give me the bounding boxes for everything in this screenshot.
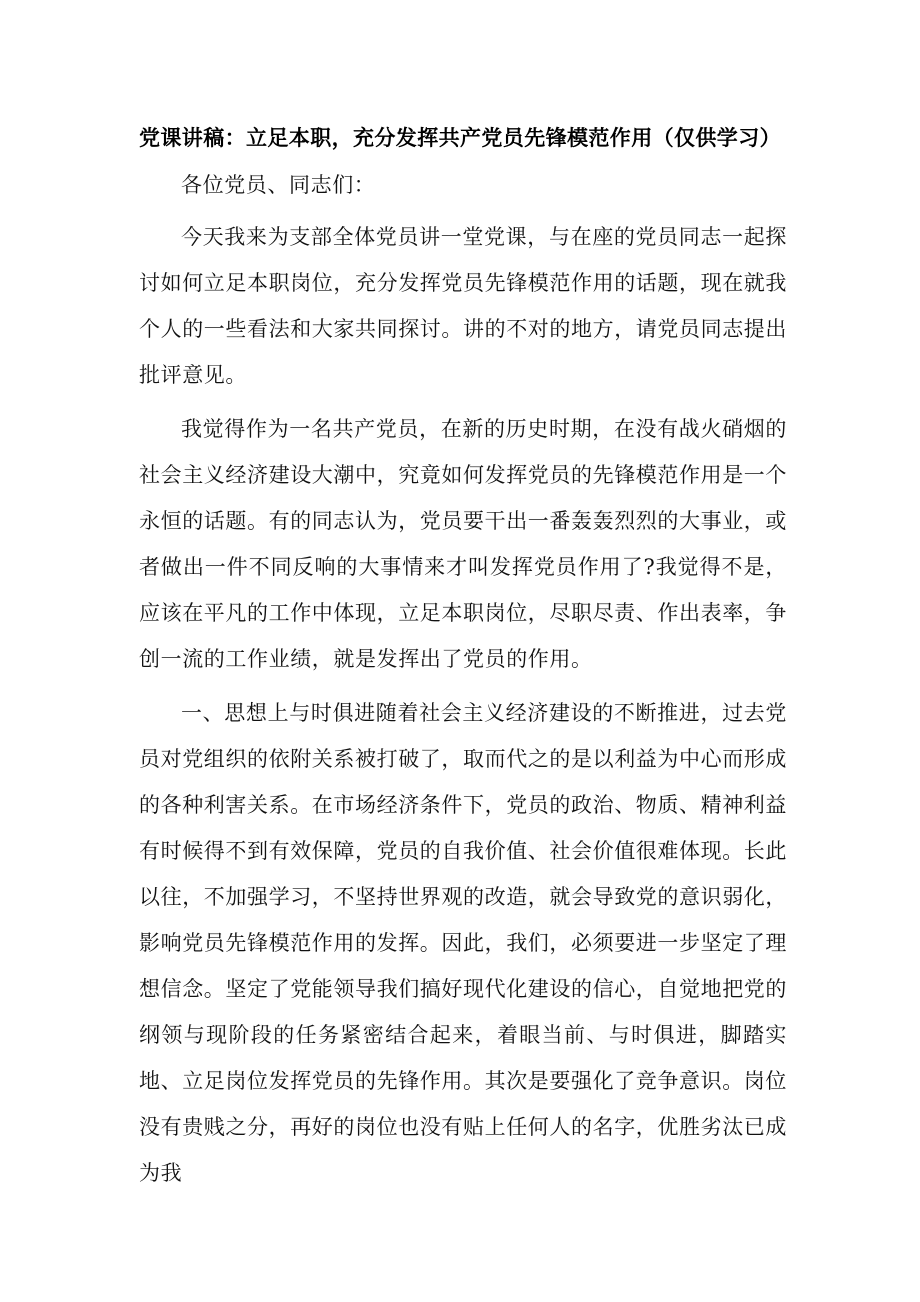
greeting-line: 各位党员、同志们：	[181, 173, 376, 197]
document-title: 党课讲稿：立足本职，充分发挥共产党员先锋模范作用（仅供学习）	[139, 126, 781, 150]
document-body	[139, 116, 787, 1196]
paragraph-intro: 今天我来为支部全体党员讲一堂党课，与在座的党员同志一起探讨如何立足本职岗位，充分发挥党员先锋模范作用的话题，现在就我个人的一些看法和大家共同探讨。讲的不对的地方，请党员同志提出批评意见。	[139, 225, 787, 387]
paragraph-section-one: 一、思想上与时俱进随着社会主义经济建设的不断推进，过去党员对党组织的依附关系被打破了，取而代之的是以利益为中心而形成的各种利害关系。在市场经济条件下，党员的政治、物质、精神利益有时候得不到有效保障，党员的自我价值、社会价值很难体现。长此以往，不加强学习，不坚持世界观的改造，就会导致党的意识弱化，影响党员先锋模范作用的发挥。因此，我们，必须要进一步坚定了理想信念。坚定了党能领导我们搞好现代化建设的信心，自觉地把党的纲领与现阶段的任务紧密结合起来，着眼当前、与时俱进，脚踏实地、立足岗位发挥党员的先锋作用。其次是要强化了竞争意识。岗位没有贵贱之分，再好的岗位也没有贴上任何人的名字，优胜劣汰已成为我	[139, 701, 787, 1185]
paragraph-opinion: 我觉得作为一名共产党员，在新的历史时期，在没有战火硝烟的社会主义经济建设大潮中，究竟如何发挥党员的先锋模范作用是一个永恒的话题。有的同志认为，党员要干出一番轰轰烈烈的大事业，或者做出一件不同反响的大事情来才叫发挥党员作用了?我觉得不是，应该在平凡的工作中体现，立足本职岗位，尽职尽责、作出表率，争创一流的工作业绩，就是发挥出了党员的作用。	[139, 417, 787, 671]
